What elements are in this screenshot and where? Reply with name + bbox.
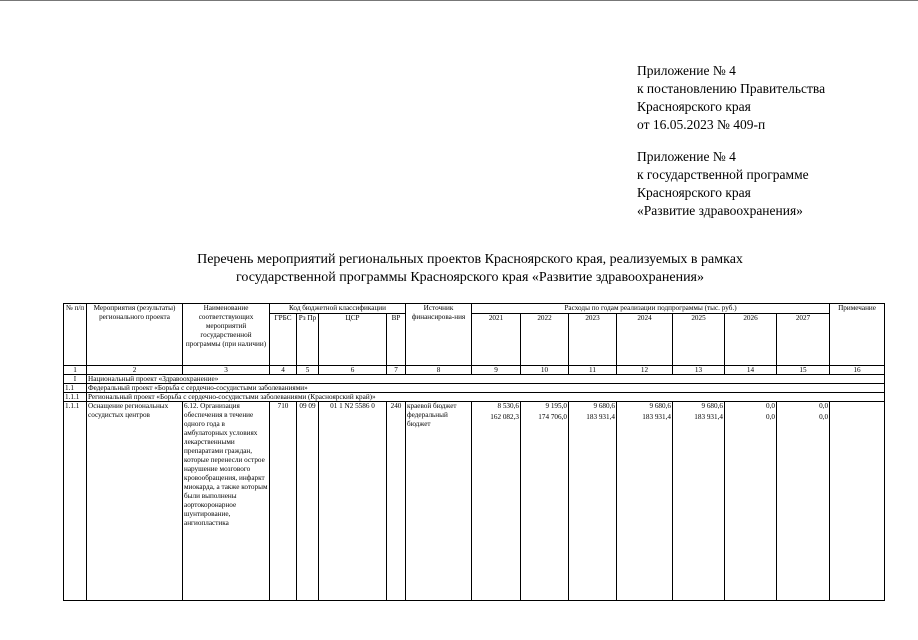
section-num: 1.1.1 [64, 393, 87, 402]
document-title [140, 251, 800, 287]
amount-2022 [521, 402, 569, 601]
section-text: Национальный проект «Здравоохранение» [87, 375, 885, 384]
column-number: 12 [617, 366, 673, 375]
row-activity: Оснащение региональных сосудистых центров [87, 402, 183, 601]
amount-2024 [617, 402, 673, 601]
annex-decree-line: Красноярского края [637, 99, 751, 114]
source-regional-budget: краевой бюджет [407, 402, 457, 410]
amount-regional: 9 680,6 [701, 402, 723, 410]
amount-regional: 9 680,6 [649, 402, 671, 410]
amount-regional: 8 530,6 [497, 402, 519, 410]
annex-decree-line: Приложение № 4 [637, 63, 736, 78]
annex-program-line: Приложение № 4 [637, 149, 736, 164]
section-row-national [64, 375, 885, 384]
row-rzpr: 09 09 [297, 402, 319, 601]
document-title-line-1: Перечень мероприятий региональных проектов Красноярского края, реализуемых в рамках [197, 252, 743, 267]
header-year: 2027 [777, 314, 830, 366]
column-number: 9 [472, 366, 521, 375]
header-rzpr: Рз Пр [297, 314, 319, 366]
column-number: 1 [64, 366, 87, 375]
header-year: 2021 [472, 314, 521, 366]
amount-2026 [725, 402, 777, 601]
column-number: 6 [319, 366, 387, 375]
section-text: Региональный проект «Борьба с сердечно-сосудистыми заболеваниями (Красноярский край)» [87, 393, 885, 402]
column-number: 8 [406, 366, 472, 375]
column-number: 10 [521, 366, 569, 375]
row-num: 1.1.1 [64, 402, 87, 601]
column-number: 7 [387, 366, 406, 375]
section-row-regional [64, 393, 885, 402]
column-number: 13 [673, 366, 725, 375]
table-row [64, 402, 885, 601]
annex-program-line: к государственной программе [637, 167, 809, 182]
row-csr: 01 1 N2 5586 0 [319, 402, 387, 601]
header-note: Примечание [830, 304, 885, 366]
header-csr: ЦСР [319, 314, 387, 366]
activities-table [63, 303, 885, 601]
header-num: № п/п [64, 304, 87, 366]
amount-regional: 9 195,0 [545, 402, 567, 410]
header-grbs: ГРБС [270, 314, 297, 366]
amount-federal: 183 931,4 [586, 413, 615, 421]
column-number: 3 [183, 366, 270, 375]
amount-regional: 9 680,6 [593, 402, 615, 410]
header-year: 2023 [569, 314, 617, 366]
amount-federal: 174 706,0 [538, 413, 567, 421]
column-number: 16 [830, 366, 885, 375]
header-vr: ВР [387, 314, 406, 366]
annex-program-block [637, 148, 809, 220]
header-year: 2025 [673, 314, 725, 366]
header-year: 2022 [521, 314, 569, 366]
section-text: Федеральный проект «Борьба с сердечно-сосудистыми заболеваниями» [87, 384, 885, 393]
header-source: Источник финансирова-ния [406, 304, 472, 366]
amount-regional: 0,0 [819, 402, 829, 410]
header-expenses: Расходы по годам реализации подпрограммы (тыс. руб.) [472, 304, 830, 314]
row-grbs: 710 [270, 402, 297, 601]
amount-2023 [569, 402, 617, 601]
annex-program-line: Красноярского края [637, 185, 751, 200]
row-vr: 240 [387, 402, 406, 601]
amount-2027 [777, 402, 830, 601]
section-row-federal [64, 384, 885, 393]
amount-2021 [472, 402, 521, 601]
header-activity: Мероприятия (результаты) регионального проекта [87, 304, 183, 366]
annex-decree-line: к постановлению Правительства [637, 81, 826, 96]
annex-program-line: «Развитие здравоохранения» [637, 203, 803, 218]
column-number: 4 [270, 366, 297, 375]
section-num: 1.1 [64, 384, 87, 393]
header-program-activity: Наименование соответствующих мероприятий государственной программы (при наличии) [183, 304, 270, 366]
amount-federal: 183 931,4 [694, 413, 723, 421]
annex-decree-line: от 16.05.2023 № 409-п [637, 117, 766, 132]
amount-federal: 0,0 [766, 413, 775, 421]
column-number: 14 [725, 366, 777, 375]
document-title-line-2: государственной программы Красноярского края «Развитие здравоохранения» [235, 270, 704, 285]
amount-federal: 162 082,3 [490, 413, 519, 421]
column-number: 5 [297, 366, 319, 375]
table-header-row [64, 304, 885, 314]
source-federal-budget: федеральный бюджет [407, 411, 448, 428]
header-year: 2024 [617, 314, 673, 366]
column-number-row [64, 366, 885, 375]
annex-decree-block [637, 62, 825, 134]
row-note [830, 402, 885, 601]
amount-federal: 183 931,4 [642, 413, 671, 421]
amount-2025 [673, 402, 725, 601]
page-top-border [0, 0, 918, 1]
column-number: 15 [777, 366, 830, 375]
header-budget-code: Код бюджетной классификации [270, 304, 406, 314]
header-year: 2026 [725, 314, 777, 366]
section-num: I [64, 375, 87, 384]
row-program-activity: 6.12. Организация обеспечения в течение одного года в амбулаторных условиях лекарственными препаратами граждан, которые перенесли острое нарушение мозгового кровообращения, инфаркт миокарда, а также которым были выполнены аортокоронарное шунтирование, ангиопластика [183, 402, 270, 601]
column-number: 2 [87, 366, 183, 375]
row-sources [406, 402, 472, 601]
column-number: 11 [569, 366, 617, 375]
amount-regional: 0,0 [766, 402, 775, 410]
amount-federal: 0,0 [819, 413, 829, 421]
